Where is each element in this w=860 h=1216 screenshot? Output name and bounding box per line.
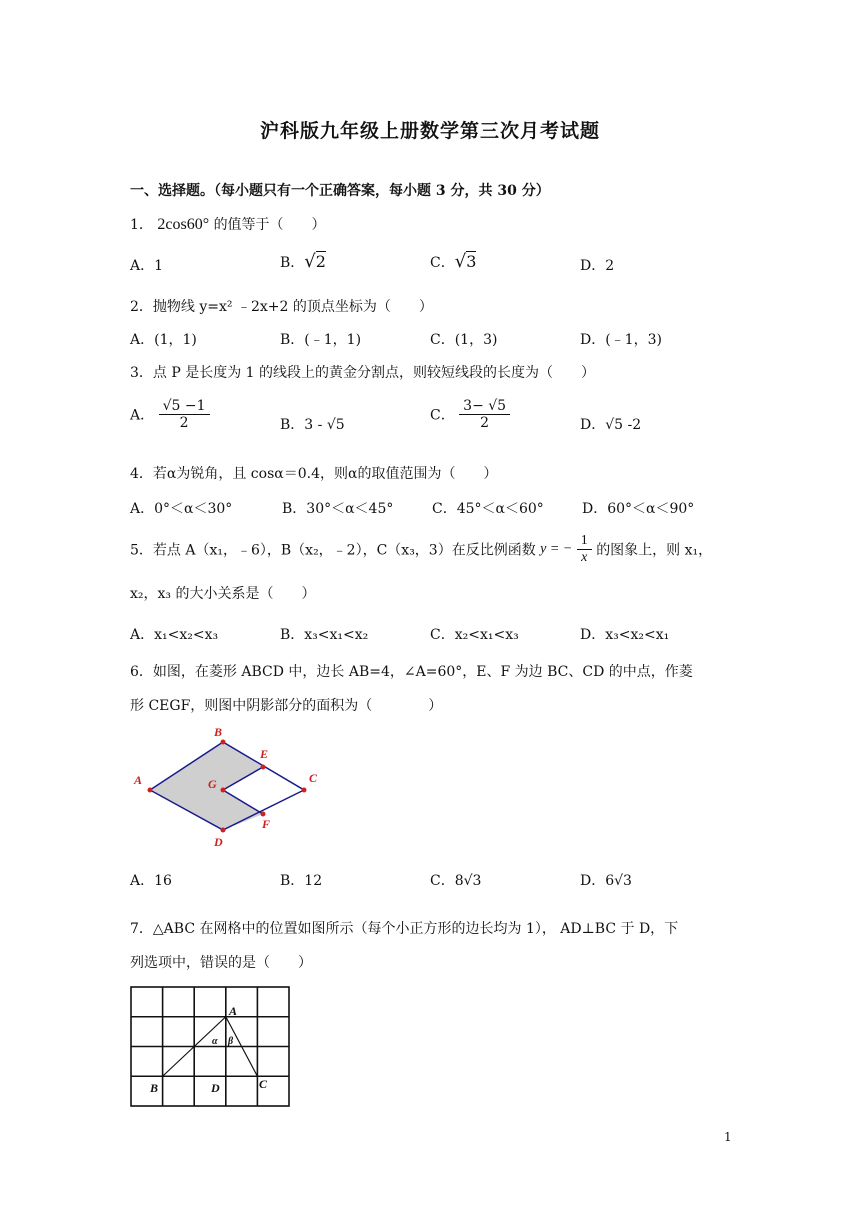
label-alpha: α [212,1036,218,1047]
q5-option-d: D．x₃<x₂<x₁ [580,627,670,643]
question-expression: 2cos60° [157,216,210,233]
label-d: D [214,835,223,849]
question-7-line2: 列选项中，错误的是（ ） [130,955,312,971]
q2-option-d: D．(﹣1，3) [580,332,662,348]
sqrt-icon: √ [454,251,467,272]
q1-option-a: A．1 [130,258,164,274]
q4-option-b: B．30°＜α＜45° [282,501,394,517]
question-5-line2: x₂，x₃ 的大小关系是（ ） [130,586,316,602]
q4-option-d: D．60°＜α＜90° [582,501,695,517]
question-2: 2．抛物线 y=x² ﹣2x+2 的顶点坐标为（ ） [130,299,433,315]
q6-option-a: A．16 [130,873,172,889]
q3-option-d: D．√5 -2 [580,417,642,433]
q6-option-b: B．12 [280,873,323,889]
label-c: C [259,1077,268,1091]
q2-option-c: C．(1，3) [430,332,498,348]
section-heading: 一、选择题。（每小题只有一个正确答案，每小题 3 分，共 30 分） [130,183,550,199]
q3-option-c: C． $\frac{3- √5}{2}$ [430,398,510,431]
question-number: 1． [130,217,153,233]
question-1 [130,214,326,234]
label-a: A [134,773,143,787]
q3-option-a: A． $\frac{√5 -1}{2}$ [130,398,210,431]
question-4: 4．若α为锐角，且 cosα＝0.4，则α的取值范围为（ ） [130,466,498,482]
label-a: A [229,1004,238,1018]
rhombus-figure [128,722,328,852]
question-3: 3．点 P 是长度为 1 的线段上的黄金分割点，则较短线段的长度为（ ） [130,365,596,381]
q2-option-b: B．(﹣1，1) [280,332,362,348]
q1-option-b: B．√2 [280,251,326,272]
sqrt-icon: √ [304,251,316,272]
question-6-line2: 形 CEGF，则图中阴影部分的面积为（ ） [130,698,443,714]
q5-option-c: C．x₂<x₁<x₃ [430,627,519,643]
label-c: C [309,771,318,785]
label-f: F [262,817,271,831]
q4-option-c: C．45°＜α＜60° [432,501,544,517]
question-6: 6．如图，在菱形 ABCD 中，边长 AB=4，∠A=60°，E、F 为边 BC、CD 的中点，作菱 [130,664,693,680]
label-e: E [260,747,269,761]
label-d: D [211,1081,220,1095]
label-b: B [214,725,223,739]
q5-option-b: B．x₃<x₁<x₂ [280,627,369,643]
q4-option-a: A．0°＜α＜30° [130,501,233,517]
q6-option-c: C．8√3 [430,873,482,889]
q6-option-d: D．6√3 [580,873,632,889]
question-7: 7．△ABC 在网格中的位置如图所示（每个小正方形的边长均为 1）， AD⊥BC 于 D，下 [130,921,679,937]
q2-option-a: A．(1，1) [130,332,197,348]
q1-option-d: D．2 [580,258,615,274]
label-b: B [150,1081,159,1095]
page-number: 1 [724,1130,732,1144]
q1-option-c: C．√3 [430,251,477,272]
label-beta: β [228,1036,234,1047]
label-g: G [208,777,217,791]
question-text: 的值等于（ ） [213,217,326,233]
grid-figure [130,986,292,1110]
q3-option-b: B．3 - √5 [280,417,345,433]
q5-option-a: A．x₁<x₂<x₃ [130,627,219,643]
question-5: 5．若点 A（x₁，﹣6），B（x₂，﹣2），C（x₃，3）在反比例函数 y = − $\frac{1}{x}$ 的图象上，则 x₁， [130,533,713,565]
page-title: 沪科版九年级上册数学第三次月考试题 [259,120,600,142]
